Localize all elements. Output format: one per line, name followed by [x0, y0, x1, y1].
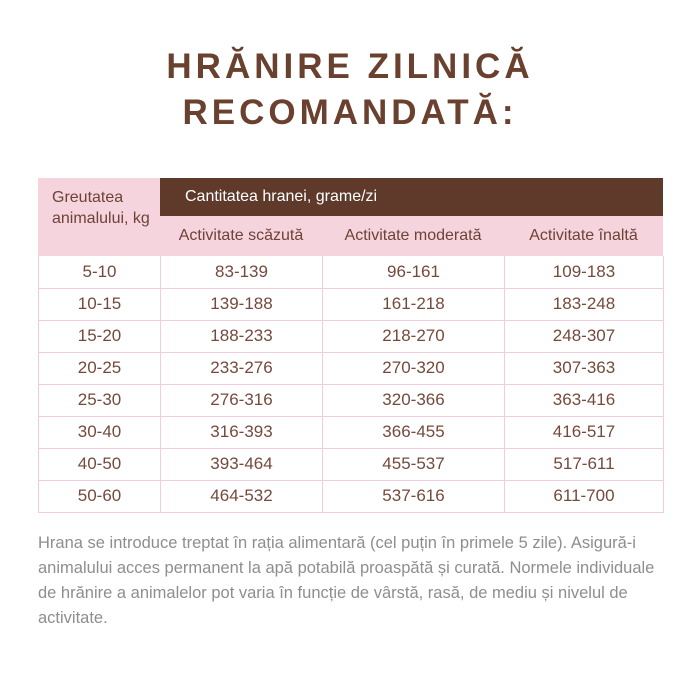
value-cell: 320-366 — [323, 384, 505, 416]
value-cell: 393-464 — [161, 448, 323, 480]
weight-cell: 30-40 — [39, 416, 161, 448]
value-cell: 416-517 — [505, 416, 664, 448]
value-cell: 161-218 — [323, 288, 505, 320]
page-title-line-1: HRĂNIRE ZILNICĂ — [166, 47, 534, 86]
value-cell: 139-188 — [161, 288, 323, 320]
activity-header-low: Activitate scăzută — [178, 227, 304, 244]
footnote-text: Hrana se introduce treptat în rația alimentară (cel puțin în primele 5 zile). Asigură-i animalului acces permanent la apă potabilă proaspătă și curată. Normele individuale de hrănire a animalelor pot varia în funcție de vârstă, rasă, de mediu și nivelul de activitate. — [38, 534, 655, 627]
value-cell: 363-416 — [505, 384, 664, 416]
value-cell: 233-276 — [161, 352, 323, 384]
weight-cell: 20-25 — [39, 352, 161, 384]
feeding-table — [38, 178, 663, 513]
table-row — [39, 448, 664, 480]
value-cell: 366-455 — [323, 416, 505, 448]
page-title — [0, 44, 700, 136]
weight-cell: 50-60 — [39, 480, 161, 512]
weight-cell: 10-15 — [39, 288, 161, 320]
value-cell: 307-363 — [505, 352, 664, 384]
weight-column-header: Greutatea animalului, kg — [52, 189, 150, 227]
value-cell: 611-700 — [505, 480, 664, 512]
value-cell: 517-611 — [505, 448, 664, 480]
table-header — [38, 178, 663, 256]
activity-header-row — [160, 216, 663, 256]
table-body — [38, 256, 664, 513]
page-title-line-2: RECOMANDATĂ: — [182, 93, 518, 132]
value-cell: 270-320 — [323, 352, 505, 384]
value-cell: 248-307 — [505, 320, 664, 352]
value-cell: 276-316 — [161, 384, 323, 416]
activity-header-moderate: Activitate moderată — [344, 227, 482, 244]
value-cell: 316-393 — [161, 416, 323, 448]
value-cell: 188-233 — [161, 320, 323, 352]
table-row — [39, 256, 664, 288]
value-cell: 455-537 — [323, 448, 505, 480]
value-cell: 464-532 — [161, 480, 323, 512]
table-header-right — [160, 178, 663, 256]
weight-cell: 15-20 — [39, 320, 161, 352]
weight-cell: 25-30 — [39, 384, 161, 416]
table-row — [39, 480, 664, 512]
quantity-header-bar: Cantitatea hranei, grame/zi — [160, 178, 663, 216]
table-row — [39, 384, 664, 416]
value-cell: 218-270 — [323, 320, 505, 352]
activity-header-high: Activitate înaltă — [529, 227, 638, 244]
weight-cell: 40-50 — [39, 448, 161, 480]
table-row — [39, 352, 664, 384]
table-row — [39, 320, 664, 352]
value-cell: 183-248 — [505, 288, 664, 320]
weight-cell: 5-10 — [39, 256, 161, 288]
table-row — [39, 416, 664, 448]
value-cell: 109-183 — [505, 256, 664, 288]
value-cell: 537-616 — [323, 480, 505, 512]
value-cell: 83-139 — [161, 256, 323, 288]
value-cell: 96-161 — [323, 256, 505, 288]
table-row — [39, 288, 664, 320]
